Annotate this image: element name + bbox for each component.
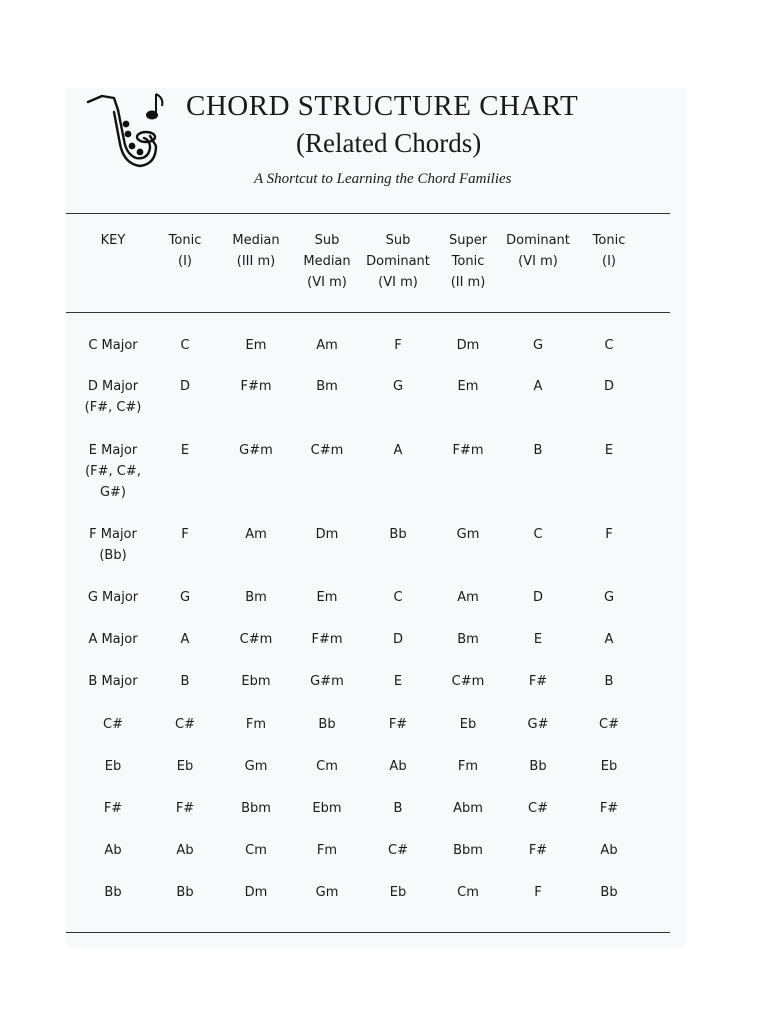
key-label: G#) [99, 485, 127, 500]
chord-cell: Bm [316, 379, 338, 394]
chord-cell: Fm [316, 843, 338, 858]
chord-cell: Am [457, 590, 479, 605]
chord-cell: Ab [600, 843, 618, 858]
key-label: C# [103, 717, 123, 732]
chord-cell: Cm [245, 843, 267, 858]
chord-cell: Ab [389, 759, 407, 774]
key-cell [105, 756, 121, 777]
column-header-line: KEY [100, 233, 126, 248]
column-header-line: Dominant [366, 254, 430, 269]
key-cell [88, 671, 137, 692]
chord-cell: D [532, 590, 544, 605]
chord-cell: Gm [315, 885, 339, 900]
column-header-line: Tonic [592, 233, 626, 248]
chord-cell: Cm [316, 759, 338, 774]
chord-cell: C# [528, 801, 548, 816]
chord-cell: Ab [176, 843, 194, 858]
chord-cell: D [179, 379, 191, 394]
chord-cell: C#m [451, 674, 485, 689]
chord-cell: Gm [244, 759, 268, 774]
page-tagline: A Shortcut to Learning the Chord Families [254, 171, 512, 187]
column-header-line: Tonic [168, 233, 202, 248]
chord-cell: C [393, 590, 403, 605]
chord-cell: F#m [452, 443, 484, 458]
chord-cell: B [180, 674, 190, 689]
chord-cell: G [603, 590, 615, 605]
chord-cell: G [179, 590, 191, 605]
key-label: Bb [104, 885, 122, 900]
chord-cell: C# [175, 717, 195, 732]
chord-cell: Fm [457, 759, 479, 774]
chord-cell: Am [245, 527, 267, 542]
column-header-line: Dominant [506, 233, 570, 248]
chord-cell: C#m [310, 443, 344, 458]
key-cell [89, 524, 137, 566]
chord-cell: C# [388, 843, 408, 858]
column-header [303, 230, 350, 293]
column-header [232, 230, 279, 272]
chord-cell: Ebm [241, 674, 271, 689]
chord-cell: F# [388, 717, 408, 732]
chord-cell: Gm [456, 527, 480, 542]
chord-cell: Am [316, 338, 338, 353]
key-label: G Major [87, 590, 139, 605]
column-header [169, 230, 202, 272]
key-cell [88, 335, 137, 356]
chord-cell: Eb [389, 885, 407, 900]
column-header-line: Median [303, 254, 351, 269]
chord-cell: Eb [176, 759, 194, 774]
chord-cell: F# [528, 843, 548, 858]
key-label: B Major [88, 674, 138, 689]
chord-cell: Bb [389, 527, 407, 542]
chord-cell: C#m [239, 632, 273, 647]
chord-cell: B [604, 674, 614, 689]
chord-cell: E [180, 443, 190, 458]
chord-cell: C [180, 338, 190, 353]
chord-cell: Eb [600, 759, 618, 774]
column-header [593, 230, 626, 272]
chord-cell: Bm [245, 590, 267, 605]
key-label: A Major [88, 632, 138, 647]
column-header [449, 230, 487, 293]
header-divider [66, 312, 670, 313]
chord-cell: D [603, 379, 615, 394]
chord-cell: A [393, 443, 403, 458]
column-header-line: Sub [385, 233, 411, 248]
chord-cell: A [533, 379, 543, 394]
chord-cell: E [604, 443, 614, 458]
column-header-line: (II m) [450, 275, 486, 290]
chord-cell: Em [245, 338, 267, 353]
key-cell [85, 440, 141, 503]
chord-cell: Eb [459, 717, 477, 732]
key-label: Ab [104, 843, 122, 858]
chord-cell: C# [599, 717, 619, 732]
column-header-line: Median [232, 233, 280, 248]
column-header-line: (VI m) [518, 254, 558, 269]
key-cell [85, 376, 142, 418]
chord-cell: B [533, 443, 543, 458]
chord-cell: F [181, 527, 189, 542]
column-header [366, 230, 430, 293]
chord-cell: G#m [239, 443, 273, 458]
chord-cell: A [604, 632, 614, 647]
chord-cell: E [533, 632, 543, 647]
chord-cell: Fm [245, 717, 267, 732]
page-subtitle: (Related Chords) [296, 128, 482, 158]
chord-cell: F# [175, 801, 195, 816]
chord-cell: Bb [318, 717, 336, 732]
column-header-line: (III m) [236, 254, 276, 269]
column-header-line: Sub [314, 233, 340, 248]
chord-cell: F [394, 338, 402, 353]
chord-cell: Bb [600, 885, 618, 900]
chord-cell: A [180, 632, 190, 647]
chord-cell: C [533, 527, 543, 542]
chord-cell: Abm [453, 801, 483, 816]
chord-cell: Em [457, 379, 479, 394]
chord-cell: Dm [456, 338, 480, 353]
chord-cell: G [532, 338, 544, 353]
chord-cell: D [392, 632, 404, 647]
chord-cell: Bm [457, 632, 479, 647]
chord-cell: B [393, 801, 403, 816]
key-label: (Bb) [99, 548, 127, 563]
column-header-line: (I) [178, 254, 192, 269]
key-cell [103, 714, 123, 735]
key-cell [104, 840, 121, 861]
key-label: (F#, C#) [84, 400, 142, 415]
column-header-line: (VI m) [307, 275, 347, 290]
key-cell [88, 629, 137, 650]
chord-cell: F#m [311, 632, 343, 647]
column-header [506, 230, 570, 272]
key-label: E Major [88, 443, 138, 458]
chord-cell: G#m [310, 674, 344, 689]
page-title: CHORD STRUCTURE CHART [186, 90, 579, 122]
key-label: F Major [89, 527, 137, 542]
chord-cell: Dm [244, 885, 268, 900]
chord-cell: Bbm [453, 843, 483, 858]
key-cell [104, 882, 121, 903]
column-header-line: (I) [602, 254, 616, 269]
chord-cell: Bbm [241, 801, 271, 816]
key-label: F# [103, 801, 123, 816]
chord-cell: Dm [315, 527, 339, 542]
chord-cell: F# [528, 674, 548, 689]
column-header-line: Tonic [451, 254, 485, 269]
chord-cell: F#m [240, 379, 272, 394]
key-label: (F#, C#, [85, 464, 141, 479]
key-label: Eb [104, 759, 122, 774]
column-header-line: Super [448, 233, 488, 248]
chord-cell: G [392, 379, 404, 394]
chord-cell: F# [599, 801, 619, 816]
chord-cell: G# [527, 717, 549, 732]
key-cell [88, 587, 138, 608]
chord-cell: C [604, 338, 614, 353]
bottom-divider [66, 932, 670, 933]
saxophone-icon [84, 88, 164, 174]
chord-cell: Bb [529, 759, 547, 774]
chord-cell: Em [316, 590, 338, 605]
chord-cell: F [605, 527, 613, 542]
top-divider [66, 213, 670, 214]
chord-cell: Bb [176, 885, 194, 900]
key-label: D Major [87, 379, 139, 394]
chord-cell: Ebm [312, 801, 342, 816]
chart-page [66, 88, 686, 948]
key-label: C Major [88, 338, 138, 353]
chord-cell: Cm [457, 885, 479, 900]
column-header [101, 230, 126, 251]
chord-cell: E [393, 674, 403, 689]
key-cell [104, 798, 122, 819]
column-header-line: (VI m) [378, 275, 418, 290]
chord-cell: F [534, 885, 542, 900]
